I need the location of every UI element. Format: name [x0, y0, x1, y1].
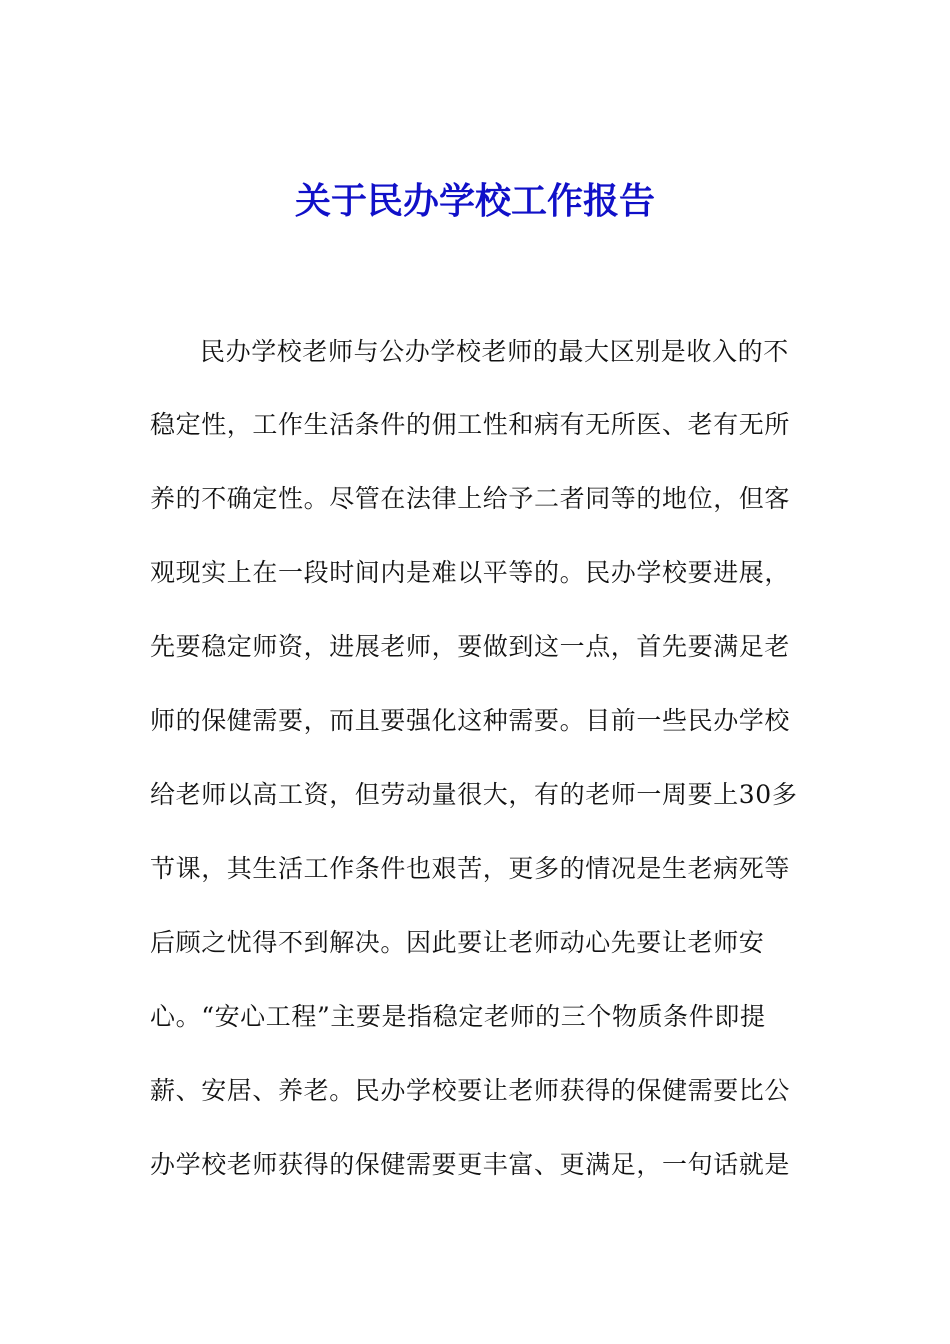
paragraph-line: 给老师以高工资，但劳动量很大，有的老师一周要上30多	[150, 780, 798, 809]
paragraph-line: 师的保健需要，而且要强化这种需要。目前一些民办学校	[150, 706, 791, 735]
paragraph-line: 节课，其生活工作条件也艰苦，更多的情况是生老病死等	[150, 854, 791, 883]
paragraph-line: 观现实上在一段时间内是难以平等的。民办学校要进展，	[150, 558, 791, 587]
paragraph-line: 办学校老师获得的保健需要更丰富、更满足，一句话就是	[150, 1150, 791, 1179]
document-title: 关于民办学校工作报告	[294, 181, 655, 222]
paragraph-line: 薪、安居、养老。民办学校要让老师获得的保健需要比公	[150, 1076, 791, 1105]
paragraph-line: 心。“安心工程”主要是指稳定老师的三个物质条件即提	[150, 1002, 766, 1031]
paragraph-line: 稳定性，工作生活条件的佣工性和病有无所医、老有无所	[150, 410, 791, 439]
paragraph-line: 养的不确定性。尽管在法律上给予二者同等的地位，但客	[150, 484, 791, 513]
paragraph-line: 民办学校老师与公办学校老师的最大区别是收入的不	[200, 337, 789, 366]
paragraph-line: 先要稳定师资，进展老师，要做到这一点，首先要满足老	[150, 632, 791, 661]
paragraph-line: 后顾之忧得不到解决。因此要让老师动心先要让老师安	[150, 928, 765, 957]
